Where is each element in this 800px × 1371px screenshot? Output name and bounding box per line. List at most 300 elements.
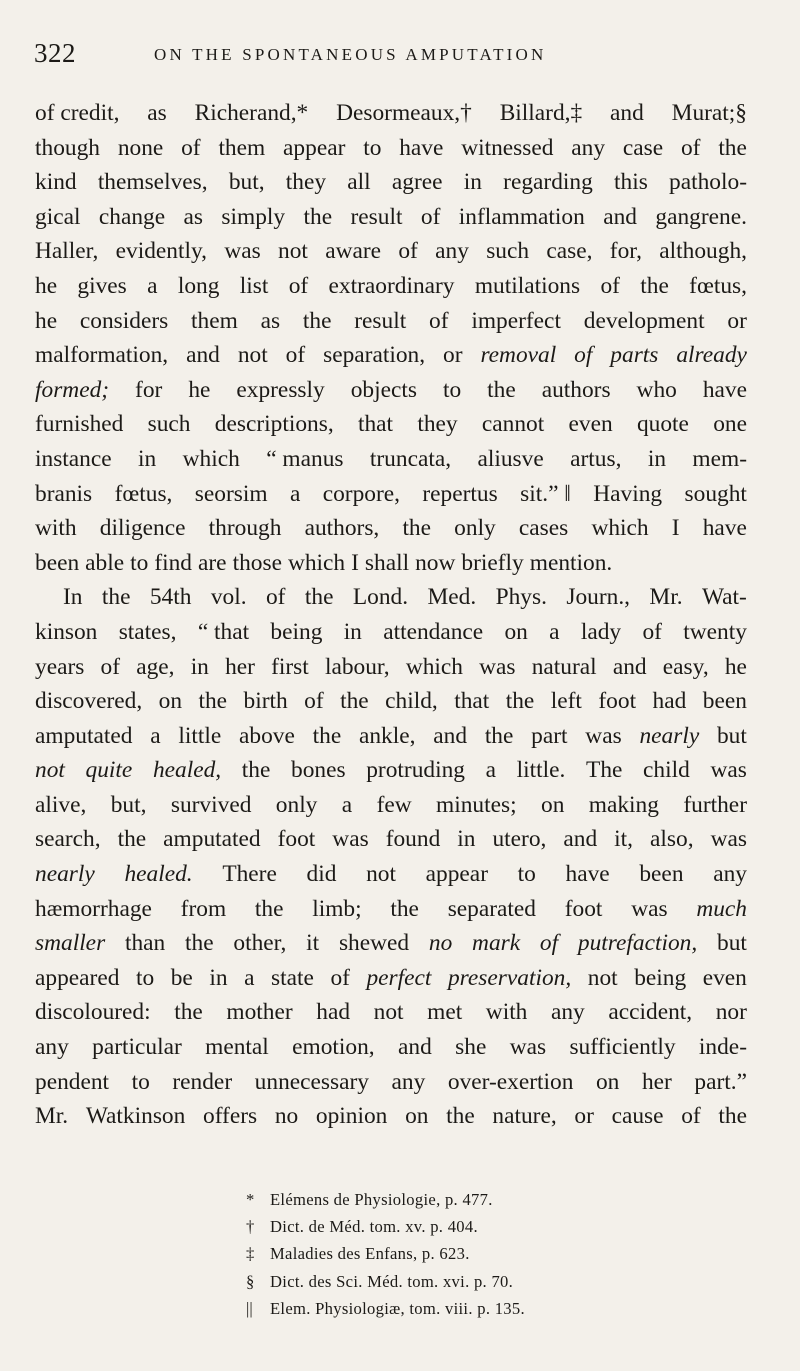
word: smaller [35, 930, 106, 957]
word: themselves, [97, 169, 208, 196]
word: or [727, 307, 747, 334]
word: “ manus [266, 445, 344, 472]
word: of [539, 930, 559, 957]
word: perfect [366, 964, 432, 991]
word: limb; [312, 895, 362, 922]
word: healed, [152, 757, 222, 784]
word: the [241, 757, 271, 784]
word: the [303, 203, 333, 230]
word: corpore, [322, 480, 400, 507]
footnote [246, 1186, 726, 1213]
word: Lond. [352, 584, 409, 611]
word: of [680, 134, 701, 161]
word: as [183, 203, 204, 230]
word: Mr. [35, 1103, 69, 1130]
word: cause [611, 1103, 664, 1130]
word: on [504, 618, 528, 645]
word: all [347, 169, 371, 196]
footnote-text: Elémens de Physiologie, p. 477. [270, 1190, 493, 1209]
word: unnecessary [254, 1068, 369, 1095]
word: was [585, 722, 622, 749]
word: or [443, 342, 463, 369]
word: part [531, 722, 568, 749]
text-line [35, 926, 747, 961]
word: over-exertion [447, 1068, 574, 1095]
word: was [631, 895, 668, 922]
word: little. [516, 757, 566, 784]
word: imperfect [471, 307, 561, 334]
text-line [35, 615, 747, 650]
word: did [306, 861, 337, 888]
text-line [35, 580, 747, 615]
word: to [363, 134, 382, 161]
word: emotion, [292, 1034, 375, 1061]
word: the [312, 722, 342, 749]
word: Having [593, 480, 663, 507]
word: which [405, 653, 463, 680]
word: change [98, 203, 166, 230]
word: but, [228, 169, 265, 196]
word: years [35, 653, 85, 680]
word: of [398, 238, 418, 265]
word: who [636, 376, 677, 403]
word: considers [79, 307, 169, 334]
word: states, [118, 618, 177, 645]
word: discovered, [35, 688, 143, 715]
footnote-mark: § [246, 1271, 255, 1291]
word: parts [610, 342, 659, 369]
word: found [385, 826, 441, 853]
word: result [354, 307, 407, 334]
word: mem- [692, 445, 747, 472]
word: appear [283, 134, 346, 161]
word: are [198, 549, 227, 576]
word: simply [221, 203, 286, 230]
word: cases [518, 515, 569, 542]
word: was [509, 1034, 547, 1061]
word: of [100, 653, 121, 680]
text-line [35, 373, 747, 408]
word: development [583, 307, 705, 334]
word: being [270, 618, 323, 645]
text-line [35, 650, 747, 685]
word: bones [291, 757, 346, 784]
word: be [170, 964, 193, 991]
word: to [135, 964, 155, 991]
word: survived [170, 791, 252, 818]
word: not [587, 964, 618, 991]
word: regarding [503, 169, 593, 196]
word: hæmorrhage [35, 895, 152, 922]
word: was [224, 238, 261, 265]
word: formed; [35, 376, 110, 403]
word: a [289, 480, 301, 507]
footnote-mark: * [246, 1190, 255, 1209]
footnote-text: Dict. des Sci. Méd. tom. xvi. p. 70. [270, 1271, 514, 1291]
word: foot [598, 688, 637, 715]
word: particular [92, 1034, 182, 1061]
word: on [541, 791, 565, 818]
word: state [271, 964, 314, 991]
word: on [595, 1068, 620, 1095]
word: to [517, 861, 536, 888]
word: the [302, 307, 332, 334]
word: child, [385, 688, 438, 715]
word: in [457, 826, 476, 853]
word: ankle, [358, 722, 416, 749]
word: and [612, 653, 647, 680]
word: I [351, 549, 359, 576]
footnote [246, 1295, 726, 1322]
word: a [244, 964, 255, 991]
word: in [209, 964, 228, 991]
footnotes [246, 1186, 726, 1322]
word: them [218, 134, 266, 161]
word: or [574, 1103, 594, 1130]
word: to [131, 1068, 150, 1095]
word: agree [391, 169, 443, 196]
word: much [696, 895, 747, 922]
word: separated [447, 895, 536, 922]
word: the [402, 515, 432, 542]
word: Murat;§ [671, 100, 747, 126]
word: the [254, 895, 284, 922]
word: the [174, 999, 203, 1026]
word: sit.” ‖ [520, 480, 571, 507]
word: removal [480, 342, 557, 369]
word: fœtus, [114, 480, 173, 507]
word: any [435, 238, 469, 265]
word: been [35, 549, 80, 576]
word: and [610, 100, 644, 126]
word: but, [110, 791, 147, 818]
word: with [35, 515, 77, 542]
word: preservation, [447, 964, 572, 991]
word: little [178, 722, 222, 749]
word: for, [609, 238, 642, 265]
word: her [641, 1068, 672, 1095]
word: gangrene. [655, 203, 747, 230]
word: mutilations [474, 272, 581, 299]
text-line [35, 961, 747, 996]
word: that [357, 411, 394, 438]
word: and [563, 826, 598, 853]
word: the [117, 826, 147, 853]
word: no [274, 1103, 299, 1130]
word: further [683, 791, 747, 818]
word: able [85, 549, 125, 576]
word: above [239, 722, 295, 749]
word: them [191, 307, 238, 334]
word: the [505, 688, 535, 715]
word: though [35, 134, 100, 161]
text-line [35, 511, 747, 546]
text-line [35, 857, 747, 892]
word: appear [425, 861, 488, 888]
word: briefly [461, 549, 524, 576]
word: already [676, 342, 747, 369]
word: with [485, 999, 528, 1026]
word: not [35, 757, 65, 784]
word: instance [35, 445, 112, 472]
word: malformation, [35, 342, 169, 369]
word: only [454, 515, 496, 542]
word: natural [531, 653, 597, 680]
word: have [702, 515, 747, 542]
word: was [710, 757, 747, 784]
word: of [429, 307, 449, 334]
word: age, [136, 653, 175, 680]
word: repertus [422, 480, 498, 507]
word: accident, [608, 999, 693, 1026]
text-line [35, 442, 747, 477]
word: in [138, 445, 157, 472]
word: “ that [197, 618, 250, 645]
footnote-mark: ‡ [246, 1244, 255, 1264]
word: offers [203, 1103, 258, 1130]
word: the [390, 895, 419, 922]
text-line [35, 1030, 747, 1065]
word: kind [35, 169, 77, 196]
word: Desormeaux,† [336, 100, 472, 126]
word: foot [564, 895, 603, 922]
word: search, [35, 826, 101, 853]
word: of [285, 342, 306, 369]
word: nearly [639, 722, 700, 749]
word: There [222, 861, 277, 888]
word: aliusve [477, 445, 544, 472]
text-line [35, 1099, 747, 1134]
text-line [35, 96, 747, 131]
word: the [185, 930, 214, 957]
word: Med. [427, 584, 477, 611]
text-line [35, 200, 747, 235]
word: left [550, 688, 582, 715]
footnote-text: Elem. Physiologiæ, tom. viii. p. 135. [270, 1298, 525, 1318]
word: of [304, 688, 324, 715]
text-line [35, 269, 747, 304]
word: inde- [698, 1034, 747, 1061]
word: find [154, 549, 193, 576]
word: also, [650, 826, 694, 853]
word: was [332, 826, 369, 853]
word: it, [614, 826, 634, 853]
word: through [208, 515, 282, 542]
text-line [35, 234, 747, 269]
word: kinson [35, 618, 98, 645]
word: protruding [366, 757, 465, 784]
word: of [420, 203, 441, 230]
word: any [35, 1034, 69, 1061]
word: Watkinson [85, 1103, 186, 1130]
word: birth [243, 688, 288, 715]
page-number: 322 [34, 38, 76, 68]
word: Journ., [566, 584, 631, 611]
word: few [376, 791, 412, 818]
word: and [433, 722, 468, 749]
word: on [405, 1103, 429, 1130]
word: authors [541, 376, 611, 403]
word: other, [233, 930, 287, 957]
word: the [101, 584, 131, 611]
word: discoloured: [35, 999, 151, 1026]
word: seorsim [194, 480, 268, 507]
word: nature, [492, 1103, 557, 1130]
word: than [124, 930, 166, 957]
word: for [135, 376, 163, 403]
word: in [190, 653, 209, 680]
word: utero, [492, 826, 547, 853]
word: the [487, 376, 516, 403]
footnote [246, 1240, 726, 1267]
word: foot [277, 826, 316, 853]
word: of [288, 272, 309, 299]
word: which [287, 549, 346, 576]
word: The [586, 757, 623, 784]
word: case [622, 134, 664, 161]
word: he [35, 272, 58, 299]
word: have [399, 134, 444, 161]
word: gives [77, 272, 127, 299]
word: the [340, 688, 369, 715]
word: quote [636, 411, 689, 438]
word: one [713, 411, 747, 438]
word: he [724, 653, 747, 680]
text-line [35, 338, 747, 373]
text-line [35, 822, 747, 857]
word: twenty [683, 618, 747, 645]
word: of [181, 134, 201, 161]
word: even [702, 964, 747, 991]
word: had [652, 688, 687, 715]
word: first [271, 653, 309, 680]
word: she [455, 1034, 487, 1061]
word: not [278, 238, 308, 265]
word: of [600, 272, 620, 299]
word: patholo- [669, 169, 747, 196]
word: render [172, 1068, 233, 1095]
word: putrefaction, [577, 930, 698, 957]
word: making [588, 791, 659, 818]
word: alive, [35, 791, 87, 818]
word: of [330, 964, 350, 991]
footnote-text: Dict. de Méd. tom. xv. p. 404. [270, 1217, 478, 1237]
word: those [232, 549, 282, 576]
word: I [671, 515, 680, 542]
word: her [225, 653, 255, 680]
word: he [35, 307, 58, 334]
word: have [702, 376, 747, 403]
word: in [463, 169, 482, 196]
word: fœtus, [689, 272, 747, 299]
word: been [702, 688, 747, 715]
footnote-mark: || [246, 1298, 253, 1318]
text-line [35, 131, 747, 166]
word: descriptions, [214, 411, 334, 438]
word: any [713, 861, 747, 888]
word: was [710, 826, 747, 853]
word: In [63, 584, 83, 611]
body-text [35, 96, 747, 1134]
word: nearly [35, 861, 95, 888]
word: cannot [481, 411, 545, 438]
word: branis [35, 480, 93, 507]
word: expressly [236, 376, 325, 403]
text-line [35, 892, 747, 927]
word: been [639, 861, 684, 888]
word: mark [472, 930, 521, 957]
text-line [35, 719, 747, 754]
word: the [484, 722, 514, 749]
word: gical [35, 203, 81, 230]
word: as [147, 100, 167, 126]
word: extraordinary [328, 272, 455, 299]
text-line [35, 477, 747, 512]
word: attendance [383, 618, 484, 645]
word: amputated [35, 722, 133, 749]
word: the [718, 1103, 747, 1130]
word: any [550, 999, 585, 1026]
word: the [304, 584, 334, 611]
word: not [237, 342, 268, 369]
word: of credit, [35, 100, 120, 126]
word: opinion [315, 1103, 388, 1130]
word: sufficiently [569, 1034, 676, 1061]
word: list [239, 272, 269, 299]
word: being [634, 964, 687, 991]
word: objects [350, 376, 417, 403]
word: shall [364, 549, 410, 576]
word: even [568, 411, 613, 438]
word: amputated [163, 826, 261, 853]
word: as [260, 307, 281, 334]
text-line [35, 546, 747, 581]
word: mother [226, 999, 293, 1026]
word: a [147, 272, 158, 299]
word: a [485, 757, 497, 784]
word: Richerand,* [194, 100, 309, 126]
word: inflammation [458, 203, 585, 230]
word: diligence [99, 515, 186, 542]
word: a [549, 618, 560, 645]
word: no [428, 930, 453, 957]
word: this [614, 169, 648, 196]
word: mention. [529, 549, 613, 576]
word: Billard,‡ [499, 100, 583, 126]
text-line [35, 407, 747, 442]
word: such [147, 411, 191, 438]
word: Wat- [701, 584, 747, 611]
word: truncata, [369, 445, 452, 472]
word: sought [684, 480, 747, 507]
word: artus, [570, 445, 622, 472]
text-line [35, 304, 747, 339]
page-header [34, 38, 760, 74]
word: a [150, 722, 161, 749]
word: 54th [149, 584, 192, 611]
word: and [186, 342, 220, 369]
word: of [681, 1103, 701, 1130]
word: and [398, 1034, 432, 1061]
word: which [591, 515, 649, 542]
footnote-text: Maladies des Enfans, p. 623. [270, 1244, 470, 1264]
word: result [350, 203, 403, 230]
word: not [373, 999, 404, 1026]
word: child [643, 757, 690, 784]
text-line [35, 1065, 747, 1100]
word: not [366, 861, 396, 888]
word: shewed [338, 930, 410, 957]
